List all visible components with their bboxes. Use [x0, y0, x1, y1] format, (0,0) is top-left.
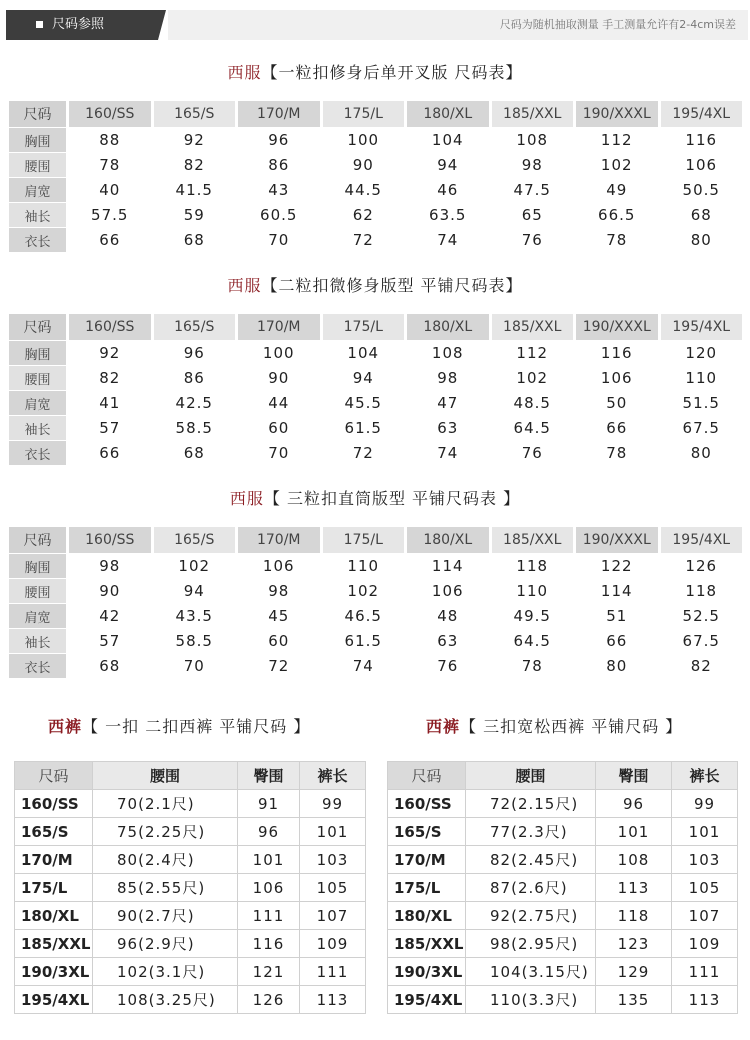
column-header-size: 尺码	[388, 762, 466, 790]
table-cell: 116	[661, 128, 746, 153]
table-row	[9, 366, 745, 391]
table-row	[15, 930, 366, 958]
table-cell: 126	[238, 986, 300, 1014]
table-cell: 101	[672, 818, 738, 846]
table-cell: 85(2.55尺)	[93, 874, 238, 902]
table-row	[388, 930, 738, 958]
size-label: 190/3XL	[15, 958, 93, 986]
table-cell: 49	[576, 178, 661, 203]
table-cell: 80(2.4尺)	[93, 846, 238, 874]
table-row	[388, 902, 738, 930]
table-cell: 107	[300, 902, 366, 930]
table-cell: 82(2.45尺)	[466, 846, 596, 874]
table-cell: 98	[238, 579, 323, 604]
suit-table-1-title	[0, 60, 750, 83]
table-cell: 114	[407, 554, 492, 579]
table-cell: 67.5	[661, 629, 746, 654]
table-cell: 65	[492, 203, 577, 228]
table-cell: 100	[323, 128, 408, 153]
table-cell: 88	[69, 128, 154, 153]
table-row	[15, 986, 366, 1014]
table-cell: 101	[238, 846, 300, 874]
table-cell: 46.5	[323, 604, 408, 629]
column-header: 160/SS	[69, 101, 154, 128]
title-text: 【 三粒扣直筒版型 平铺尺码表 】	[263, 489, 521, 508]
table-cell: 57	[69, 416, 154, 441]
table-cell: 74	[407, 441, 492, 466]
table-cell: 82	[661, 654, 746, 679]
table-cell: 63	[407, 416, 492, 441]
column-header: 腰围	[466, 762, 596, 790]
column-header: 165/S	[154, 101, 239, 128]
row-label: 胸围	[9, 341, 69, 366]
table-cell: 129	[596, 958, 672, 986]
table-cell: 78	[69, 153, 154, 178]
table-cell: 61.5	[323, 416, 408, 441]
table-cell: 96	[238, 818, 300, 846]
table-cell: 94	[407, 153, 492, 178]
table-cell: 106	[576, 366, 661, 391]
table-cell: 112	[492, 341, 577, 366]
size-reference-tab	[6, 10, 158, 40]
row-label: 袖长	[9, 629, 69, 654]
table-cell: 94	[323, 366, 408, 391]
table-cell: 98(2.95尺)	[466, 930, 596, 958]
column-header: 195/4XL	[661, 527, 746, 554]
table-cell: 104	[407, 128, 492, 153]
table-cell: 92	[154, 128, 239, 153]
table-cell: 63	[407, 629, 492, 654]
table-cell: 41	[69, 391, 154, 416]
table-cell: 102	[323, 579, 408, 604]
column-header: 170/M	[238, 314, 323, 341]
table-cell: 59	[154, 203, 239, 228]
table-cell: 70	[238, 228, 323, 253]
table-cell: 48.5	[492, 391, 577, 416]
table-cell: 102	[154, 554, 239, 579]
table-cell: 126	[661, 554, 746, 579]
table-cell: 78	[576, 441, 661, 466]
table-cell: 70	[154, 654, 239, 679]
table-row	[15, 846, 366, 874]
row-label: 肩宽	[9, 391, 69, 416]
column-header: 裤长	[672, 762, 738, 790]
table-row	[15, 874, 366, 902]
table-cell: 80	[661, 228, 746, 253]
table-cell: 80	[661, 441, 746, 466]
table-cell: 116	[238, 930, 300, 958]
table-cell: 60.5	[238, 203, 323, 228]
table-cell: 66.5	[576, 203, 661, 228]
row-label: 袖长	[9, 416, 69, 441]
table-cell: 67.5	[661, 416, 746, 441]
table-cell: 108	[407, 341, 492, 366]
table-cell: 111	[672, 958, 738, 986]
column-header: 175/L	[323, 527, 408, 554]
table-cell: 106	[407, 579, 492, 604]
column-header: 170/M	[238, 527, 323, 554]
table-cell: 74	[323, 654, 408, 679]
table-cell: 66	[69, 228, 154, 253]
table-cell: 110	[323, 554, 408, 579]
table-cell: 92	[69, 341, 154, 366]
size-label: 190/3XL	[388, 958, 466, 986]
table-cell: 80	[576, 654, 661, 679]
size-label: 165/S	[388, 818, 466, 846]
table-row	[9, 391, 745, 416]
table-cell: 43.5	[154, 604, 239, 629]
suit-table-2-title	[0, 273, 750, 296]
column-header: 180/XL	[407, 527, 492, 554]
table-cell: 113	[300, 986, 366, 1014]
table-cell: 96(2.9尺)	[93, 930, 238, 958]
table-row	[15, 958, 366, 986]
size-label: 195/4XL	[388, 986, 466, 1014]
header-row	[9, 101, 745, 128]
size-label: 180/XL	[15, 902, 93, 930]
table-cell: 63.5	[407, 203, 492, 228]
table-cell: 107	[672, 902, 738, 930]
table-cell: 92(2.75尺)	[466, 902, 596, 930]
table-cell: 101	[300, 818, 366, 846]
table-cell: 58.5	[154, 629, 239, 654]
table-cell: 40	[69, 178, 154, 203]
title-text: 【 一扣 二扣西裤 平铺尺码 】	[82, 717, 311, 736]
title-text: 【 三扣宽松西裤 平铺尺码 】	[460, 717, 683, 736]
square-bullet-icon	[36, 21, 43, 28]
header-row	[15, 762, 366, 790]
table-cell: 118	[492, 554, 577, 579]
table-cell: 51.5	[661, 391, 746, 416]
row-label: 腰围	[9, 366, 69, 391]
table-cell: 90	[238, 366, 323, 391]
table-cell: 50.5	[661, 178, 746, 203]
row-label: 衣长	[9, 654, 69, 679]
table-cell: 103	[672, 846, 738, 874]
measurement-note: 尺码为随机抽取测量 手工测量允许有2-4cm误差	[168, 10, 748, 40]
column-header: 180/XL	[407, 314, 492, 341]
table-cell: 76	[492, 441, 577, 466]
suit-size-table-2	[9, 314, 745, 466]
suit-size-table-3	[9, 527, 745, 679]
table-row	[388, 986, 738, 1014]
table-cell: 60	[238, 629, 323, 654]
table-row	[9, 654, 745, 679]
table-cell: 68	[154, 441, 239, 466]
table-cell: 110	[661, 366, 746, 391]
table-cell: 64.5	[492, 416, 577, 441]
table-cell: 102	[576, 153, 661, 178]
table-cell: 86	[154, 366, 239, 391]
size-label: 170/M	[15, 846, 93, 874]
table-row	[9, 128, 745, 153]
table-cell: 90	[69, 579, 154, 604]
table-cell: 104(3.15尺)	[466, 958, 596, 986]
size-label: 165/S	[15, 818, 93, 846]
column-header: 190/XXXL	[576, 314, 661, 341]
table-cell: 51	[576, 604, 661, 629]
table-row	[388, 874, 738, 902]
table-row	[9, 203, 745, 228]
table-cell: 72	[323, 228, 408, 253]
column-header: 190/XXXL	[576, 527, 661, 554]
table-cell: 66	[576, 416, 661, 441]
header-bar	[6, 10, 748, 40]
pants-table-2-title	[426, 714, 682, 737]
table-cell: 72	[323, 441, 408, 466]
size-label: 175/L	[388, 874, 466, 902]
table-cell: 45	[238, 604, 323, 629]
table-cell: 68	[154, 228, 239, 253]
table-row	[388, 846, 738, 874]
table-cell: 60	[238, 416, 323, 441]
table-cell: 76	[407, 654, 492, 679]
table-cell: 86	[238, 153, 323, 178]
table-cell: 77(2.3尺)	[466, 818, 596, 846]
table-cell: 96	[238, 128, 323, 153]
table-cell: 101	[596, 818, 672, 846]
title-accent: 西裤	[426, 717, 461, 736]
table-cell: 98	[69, 554, 154, 579]
table-cell: 57.5	[69, 203, 154, 228]
size-label: 160/SS	[388, 790, 466, 818]
table-row	[9, 554, 745, 579]
column-header: 170/M	[238, 101, 323, 128]
table-cell: 113	[596, 874, 672, 902]
table-cell: 106	[661, 153, 746, 178]
table-cell: 118	[661, 579, 746, 604]
column-header: 180/XL	[407, 101, 492, 128]
pants-size-table-1	[14, 761, 366, 1014]
table-cell: 46	[407, 178, 492, 203]
row-label: 衣长	[9, 228, 69, 253]
column-header: 臀围	[596, 762, 672, 790]
column-header: 185/XXL	[492, 314, 577, 341]
table-row	[388, 818, 738, 846]
column-header-size: 尺码	[9, 101, 69, 128]
table-cell: 94	[154, 579, 239, 604]
table-cell: 109	[672, 930, 738, 958]
size-label: 160/SS	[15, 790, 93, 818]
table-cell: 66	[69, 441, 154, 466]
row-label: 腰围	[9, 153, 69, 178]
table-cell: 43	[238, 178, 323, 203]
table-cell: 70	[238, 441, 323, 466]
table-cell: 82	[69, 366, 154, 391]
table-cell: 42	[69, 604, 154, 629]
column-header: 臀围	[238, 762, 300, 790]
table-cell: 50	[576, 391, 661, 416]
column-header: 195/4XL	[661, 101, 746, 128]
table-row	[388, 958, 738, 986]
table-cell: 104	[323, 341, 408, 366]
column-header: 185/XXL	[492, 527, 577, 554]
table-cell: 70(2.1尺)	[93, 790, 238, 818]
column-header: 190/XXXL	[576, 101, 661, 128]
column-header: 裤长	[300, 762, 366, 790]
table-cell: 120	[661, 341, 746, 366]
pants-size-table-2	[387, 761, 738, 1014]
table-cell: 72	[238, 654, 323, 679]
column-header: 160/SS	[69, 314, 154, 341]
row-label: 肩宽	[9, 604, 69, 629]
header-row	[9, 314, 745, 341]
table-row	[15, 902, 366, 930]
table-cell: 52.5	[661, 604, 746, 629]
size-label: 185/XXL	[388, 930, 466, 958]
tab-corner-decoration	[158, 10, 166, 40]
title-text: 【二粒扣微修身版型 平铺尺码表】	[261, 276, 523, 295]
table-cell: 106	[238, 554, 323, 579]
row-label: 袖长	[9, 203, 69, 228]
table-cell: 68	[661, 203, 746, 228]
table-cell: 76	[492, 228, 577, 253]
table-cell: 106	[238, 874, 300, 902]
row-label: 腰围	[9, 579, 69, 604]
table-cell: 45.5	[323, 391, 408, 416]
column-header: 195/4XL	[661, 314, 746, 341]
table-cell: 110	[492, 579, 577, 604]
pants-table-1-title	[48, 714, 310, 737]
row-label: 胸围	[9, 128, 69, 153]
table-cell: 118	[596, 902, 672, 930]
table-cell: 96	[154, 341, 239, 366]
row-label: 肩宽	[9, 178, 69, 203]
table-cell: 78	[492, 654, 577, 679]
table-cell: 90	[323, 153, 408, 178]
table-cell: 108	[596, 846, 672, 874]
table-row	[9, 629, 745, 654]
table-row	[9, 579, 745, 604]
column-header: 165/S	[154, 314, 239, 341]
column-header: 腰围	[93, 762, 238, 790]
table-row	[9, 604, 745, 629]
table-cell: 62	[323, 203, 408, 228]
row-label: 胸围	[9, 554, 69, 579]
suit-table-3-title	[0, 486, 750, 509]
size-label: 175/L	[15, 874, 93, 902]
table-cell: 64.5	[492, 629, 577, 654]
header-row	[9, 527, 745, 554]
table-row	[9, 178, 745, 203]
table-row	[9, 441, 745, 466]
column-header: 160/SS	[69, 527, 154, 554]
table-cell: 57	[69, 629, 154, 654]
table-cell: 47.5	[492, 178, 577, 203]
table-row	[15, 790, 366, 818]
table-cell: 98	[407, 366, 492, 391]
column-header-size: 尺码	[15, 762, 93, 790]
table-cell: 110(3.3尺)	[466, 986, 596, 1014]
table-cell: 96	[596, 790, 672, 818]
table-cell: 99	[672, 790, 738, 818]
table-cell: 87(2.6尺)	[466, 874, 596, 902]
table-cell: 49.5	[492, 604, 577, 629]
size-label: 170/M	[388, 846, 466, 874]
tab-label: 尺码参照	[52, 17, 105, 32]
table-cell: 47	[407, 391, 492, 416]
table-cell: 66	[576, 629, 661, 654]
table-cell: 44.5	[323, 178, 408, 203]
table-row	[9, 416, 745, 441]
header-row	[388, 762, 738, 790]
table-cell: 98	[492, 153, 577, 178]
table-cell: 103	[300, 846, 366, 874]
table-cell: 78	[576, 228, 661, 253]
row-label: 衣长	[9, 441, 69, 466]
title-accent: 西服	[227, 63, 262, 82]
table-cell: 102	[492, 366, 577, 391]
column-header-size: 尺码	[9, 527, 69, 554]
column-header: 185/XXL	[492, 101, 577, 128]
table-cell: 105	[672, 874, 738, 902]
table-cell: 123	[596, 930, 672, 958]
table-cell: 61.5	[323, 629, 408, 654]
column-header: 165/S	[154, 527, 239, 554]
table-cell: 82	[154, 153, 239, 178]
table-cell: 112	[576, 128, 661, 153]
title-accent: 西裤	[48, 717, 83, 736]
table-cell: 48	[407, 604, 492, 629]
size-label: 185/XXL	[15, 930, 93, 958]
column-header-size: 尺码	[9, 314, 69, 341]
table-cell: 109	[300, 930, 366, 958]
table-cell: 114	[576, 579, 661, 604]
table-cell: 100	[238, 341, 323, 366]
table-cell: 108(3.25尺)	[93, 986, 238, 1014]
table-cell: 111	[238, 902, 300, 930]
table-row	[15, 818, 366, 846]
table-cell: 113	[672, 986, 738, 1014]
suit-size-table-1	[9, 101, 745, 253]
table-cell: 58.5	[154, 416, 239, 441]
table-cell: 90(2.7尺)	[93, 902, 238, 930]
table-cell: 105	[300, 874, 366, 902]
table-cell: 74	[407, 228, 492, 253]
table-cell: 122	[576, 554, 661, 579]
table-row	[9, 228, 745, 253]
table-cell: 75(2.25尺)	[93, 818, 238, 846]
size-label: 180/XL	[388, 902, 466, 930]
table-cell: 72(2.15尺)	[466, 790, 596, 818]
table-cell: 116	[576, 341, 661, 366]
table-row	[388, 790, 738, 818]
size-label: 195/4XL	[15, 986, 93, 1014]
table-cell: 111	[300, 958, 366, 986]
table-cell: 44	[238, 391, 323, 416]
table-cell: 135	[596, 986, 672, 1014]
table-row	[9, 341, 745, 366]
table-row	[9, 153, 745, 178]
table-cell: 99	[300, 790, 366, 818]
table-cell: 91	[238, 790, 300, 818]
column-header: 175/L	[323, 101, 408, 128]
title-text: 【一粒扣修身后单开叉版 尺码表】	[261, 63, 523, 82]
column-header: 175/L	[323, 314, 408, 341]
title-accent: 西服	[227, 276, 262, 295]
table-cell: 42.5	[154, 391, 239, 416]
table-cell: 102(3.1尺)	[93, 958, 238, 986]
table-cell: 108	[492, 128, 577, 153]
table-cell: 41.5	[154, 178, 239, 203]
title-accent: 西服	[229, 489, 264, 508]
table-cell: 121	[238, 958, 300, 986]
table-cell: 68	[69, 654, 154, 679]
